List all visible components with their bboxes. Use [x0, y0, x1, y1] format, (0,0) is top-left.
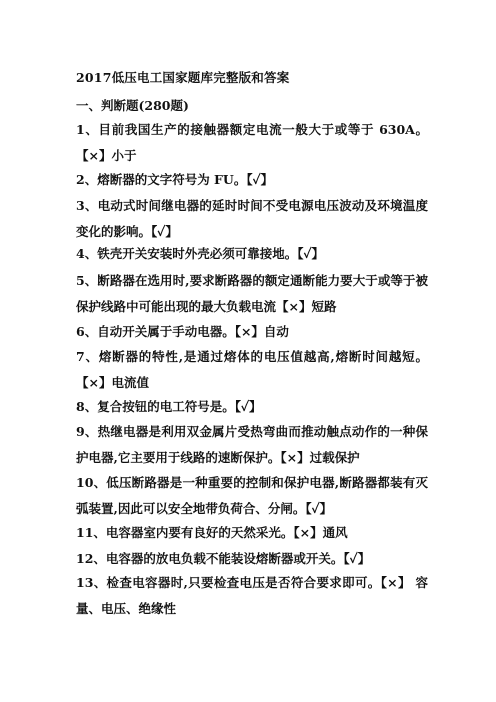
question-item: 8、复合按钮的电工符号是。【✓】: [76, 399, 262, 414]
question-item: 13、检查电容器时,只要检查电压是否符合要求即可。【×】 容量、电压、绝缘性: [76, 575, 428, 616]
question-item: 9、热继电器是利用双金属片受热弯曲而推动触点动作的一种保护电器,它主要用于线路的速断保护。【×】过载保护: [76, 424, 428, 465]
question-item: 5、断路器在选用时,要求断路器的额定通断能力要大于或等于被保护线路中可能出现的最大负载电流【×】短路: [76, 273, 428, 314]
section-heading: 一、判断题(280题): [76, 98, 189, 113]
question-item: 1、目前我国生产的接触器额定电流一般大于或等于 630A。【×】小于: [76, 122, 428, 163]
question-item: 2、熔断器的文字符号为 FU。【✓】: [76, 172, 274, 187]
question-item: 3、电动式时间继电器的延时时间不受电源电压波动及环境温度变化的影响。【✓】: [76, 198, 428, 239]
question-item: 6、自动开关属于手动电器。【×】自动: [76, 324, 289, 339]
question-item: 10、低压断路器是一种重要的控制和保护电器,断路器都装有灭弧装置,因此可以安全地带负荷合、分闸。【✓】: [76, 475, 428, 516]
question-item: 4、铁壳开关安装时外壳必须可靠接地。【✓】: [76, 246, 325, 261]
document-title: 2017低压电工国家题库完整版和答案: [76, 70, 290, 85]
question-item: 12、电容器的放电负载不能装设熔断器或开关。【✓】: [76, 551, 371, 566]
question-item: 11、电容器室内要有良好的天然采光。【×】通风: [76, 525, 348, 540]
question-item: 7、熔断器的特性,是通过熔体的电压值越高,熔断时间越短。【×】电流值: [76, 349, 428, 390]
